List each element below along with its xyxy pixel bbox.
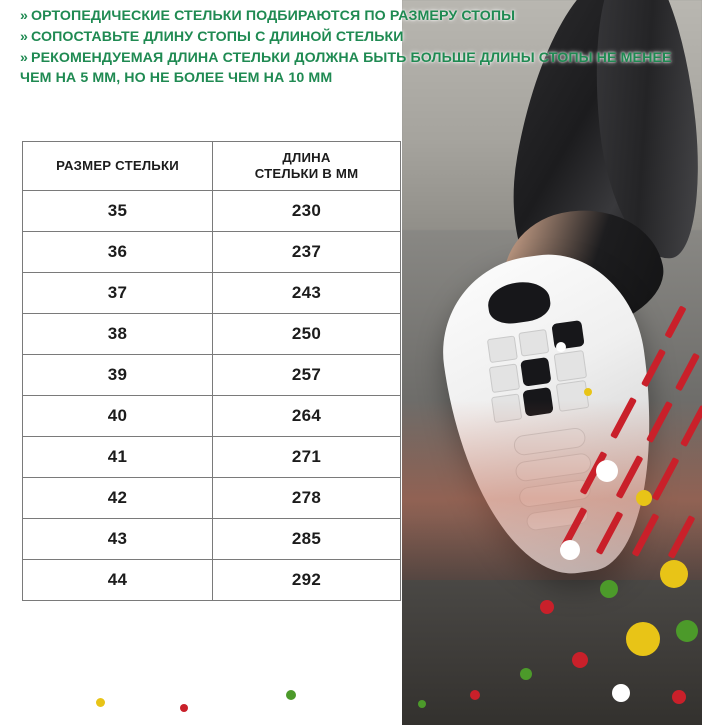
decor-dot <box>626 622 660 656</box>
cell-insole-length-mm: 292 <box>213 560 401 601</box>
shoe-tread-dark <box>520 357 551 387</box>
shoe-heel-pad <box>486 278 553 326</box>
decor-dot <box>584 388 592 396</box>
table-row <box>23 519 401 560</box>
cell-insole-size: 35 <box>23 191 213 232</box>
table-row <box>23 478 401 519</box>
col-header-length <box>213 142 401 191</box>
decor-dot <box>520 668 532 680</box>
cell-insole-length-mm: 285 <box>213 519 401 560</box>
decor-dot <box>180 704 188 712</box>
cell-insole-length-mm: 250 <box>213 314 401 355</box>
decor-dot <box>96 698 105 707</box>
decor-dot <box>572 652 588 668</box>
size-table-container <box>22 141 400 601</box>
table-header-row <box>23 142 401 191</box>
decor-dot <box>612 684 630 702</box>
bullet-text-2: СОПОСТАВЬТЕ ДЛИНУ СТОПЫ С ДЛИНОЙ СТЕЛЬКИ <box>31 28 404 45</box>
table-row <box>23 314 401 355</box>
decor-dot <box>470 690 480 700</box>
table-row <box>23 396 401 437</box>
size-table-body <box>23 191 401 601</box>
cell-insole-size: 42 <box>23 478 213 519</box>
decor-dot <box>676 620 698 642</box>
cell-insole-length-mm: 264 <box>213 396 401 437</box>
decor-dot <box>418 700 426 708</box>
decor-dot <box>540 600 554 614</box>
cell-insole-length-mm: 271 <box>213 437 401 478</box>
cell-insole-length-mm: 237 <box>213 232 401 273</box>
col-header-length-line2: СТЕЛЬКИ В ММ <box>254 166 359 181</box>
bullet-marker-icon: » <box>20 28 28 45</box>
cell-insole-length-mm: 243 <box>213 273 401 314</box>
cell-insole-length-mm: 257 <box>213 355 401 396</box>
bullet-marker-icon: » <box>20 50 28 66</box>
cell-insole-size: 41 <box>23 437 213 478</box>
table-row <box>23 232 401 273</box>
bullet-text-3: РЕКОМЕНДУЕМАЯ ДЛИНА СТЕЛЬКИ ДОЛЖНА БЫТЬ БОЛЬШЕ ДЛИНЫ СТОПЫ НЕ МЕНЕЕ ЧЕМ НА 5 ММ, НО НЕ БОЛЕЕ ЧЕМ НА 10 ММ <box>20 50 672 86</box>
decor-dot <box>600 580 618 598</box>
shoe-tread <box>518 329 549 357</box>
table-row <box>23 560 401 601</box>
decor-dot <box>660 560 688 588</box>
bullet-line-1 <box>20 7 685 27</box>
decor-dot <box>560 540 580 560</box>
cell-insole-size: 36 <box>23 232 213 273</box>
cell-insole-size: 40 <box>23 396 213 437</box>
decor-dot <box>596 460 618 482</box>
decor-dot <box>556 342 566 352</box>
size-table <box>22 141 401 601</box>
col-header-length-line1: ДЛИНА <box>282 150 331 165</box>
col-header-size: РАЗМЕР СТЕЛЬКИ <box>23 142 213 191</box>
table-row <box>23 355 401 396</box>
cell-insole-size: 39 <box>23 355 213 396</box>
shoe-tread <box>487 335 518 363</box>
bullet-text-1: ОРТОПЕДИЧЕСКИЕ СТЕЛЬКИ ПОДБИРАЮТСЯ ПО РАЗМЕРУ СТОПЫ <box>31 8 516 24</box>
decor-dot <box>672 690 686 704</box>
table-row <box>23 273 401 314</box>
cell-insole-length-mm: 230 <box>213 191 401 232</box>
shoe-tread <box>554 350 588 382</box>
cell-insole-size: 37 <box>23 273 213 314</box>
shoe-tread <box>489 363 520 393</box>
cell-insole-length-mm: 278 <box>213 478 401 519</box>
cell-insole-size: 38 <box>23 314 213 355</box>
size-table-head <box>23 142 401 191</box>
header-bullets <box>20 7 685 89</box>
cell-insole-size: 44 <box>23 560 213 601</box>
cell-insole-size: 43 <box>23 519 213 560</box>
decor-dot <box>636 490 652 506</box>
decor-dot <box>286 690 296 700</box>
bullet-line-3 <box>20 48 685 88</box>
bullet-line-2 <box>20 28 685 48</box>
table-row <box>23 437 401 478</box>
bullet-marker-icon: » <box>20 8 28 24</box>
table-row <box>23 191 401 232</box>
